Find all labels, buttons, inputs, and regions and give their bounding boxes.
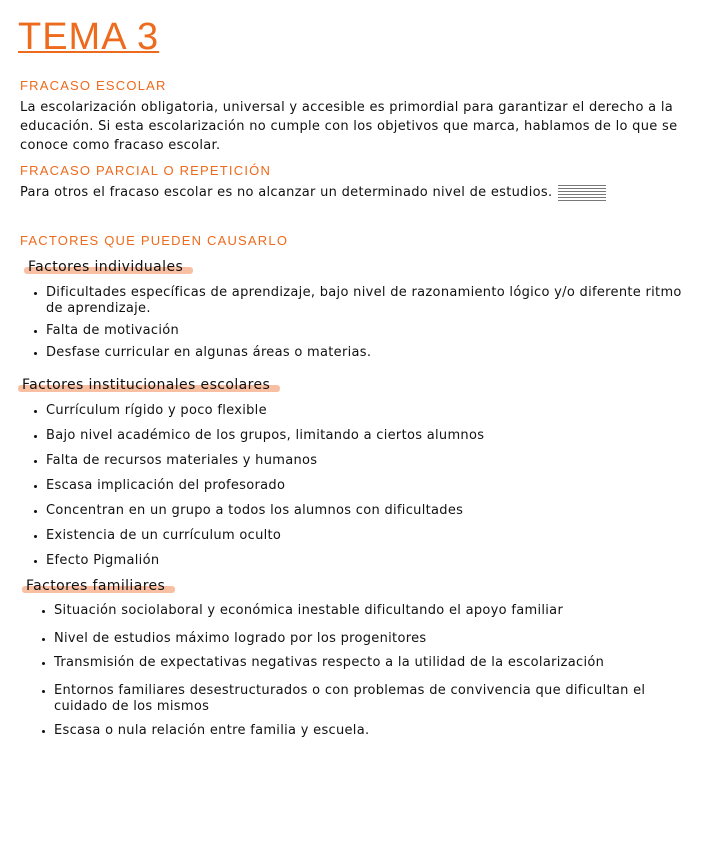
list-item-text: Nivel de estudios máximo logrado por los progenitores	[54, 631, 427, 646]
bullet-icon	[34, 410, 37, 413]
list-individuales	[34, 285, 684, 361]
bullet-icon	[34, 435, 37, 438]
paragraph-fracaso-escolar: La escolarización obligatoria, universal y accesible es primordial para garantizar el derecho a la educación. Si esta escolarización no cumple con los objetivos que marca, hablamos de lo que se conoce como fracaso escolar.	[20, 100, 678, 153]
bullet-icon	[34, 485, 37, 488]
list-item	[42, 683, 687, 715]
bullet-icon	[42, 690, 45, 693]
list-item-text: Currículum rígido y poco flexible	[46, 403, 267, 418]
list-item	[34, 528, 684, 544]
bullet-icon	[34, 535, 37, 538]
bullet-icon	[34, 460, 37, 463]
bullet-icon	[42, 610, 45, 613]
bullet-icon	[34, 292, 37, 295]
list-item-text: Entornos familiares desestructurados o con problemas de convivencia que dificultan el cuidado de los mismos	[54, 683, 646, 714]
bullet-icon	[42, 730, 45, 733]
list-item	[34, 453, 684, 469]
list-item-text: Transmisión de expectativas negativas respecto a la utilidad de la escolarización	[54, 655, 605, 670]
list-item-text: Situación sociolaboral y económica inestable dificultando el apoyo familiar	[54, 603, 564, 618]
bullet-icon	[42, 638, 45, 641]
bullet-icon	[34, 352, 37, 355]
list-item-text: Escasa implicación del profesorado	[46, 478, 286, 493]
list-familiares	[42, 603, 687, 739]
bullet-icon	[34, 510, 37, 513]
page-title: TEMA 3	[18, 16, 160, 58]
list-item-text: Falta de recursos materiales y humanos	[46, 453, 318, 468]
list-item-text: Falta de motivación	[46, 323, 180, 338]
list-item-text: Desfase curricular en algunas áreas o materias.	[46, 345, 372, 360]
list-item-text: Existencia de un currículum oculto	[46, 528, 282, 543]
list-item	[34, 285, 684, 317]
list-item	[42, 631, 687, 647]
bullet-icon	[42, 662, 45, 665]
subheading-institucionales	[18, 377, 274, 393]
list-item	[34, 553, 684, 569]
list-item	[34, 403, 684, 419]
subheading-familiares	[22, 578, 169, 594]
list-item-text: Escasa o nula relación entre familia y escuela.	[54, 723, 370, 738]
paragraph-fracaso-parcial	[20, 183, 695, 202]
list-item	[42, 603, 687, 619]
subheading-individuales	[24, 259, 187, 275]
heading-factores: FACTORES QUE PUEDEN CAUSARLO	[20, 233, 289, 248]
bullet-icon	[34, 560, 37, 563]
list-item	[42, 655, 687, 671]
list-item	[34, 503, 684, 519]
scribble-mark	[558, 185, 606, 201]
list-item	[34, 345, 684, 361]
list-item	[42, 723, 687, 739]
list-item-text: Bajo nivel académico de los grupos, limitando a ciertos alumnos	[46, 428, 485, 443]
heading-fracaso-escolar: FRACASO ESCOLAR	[20, 78, 167, 93]
subheading-familiares-label: Factores familiares	[26, 578, 166, 594]
list-institucionales	[34, 403, 684, 569]
subheading-institucionales-label: Factores institucionales escolares	[22, 377, 271, 393]
bullet-icon	[34, 330, 37, 333]
list-item-text: Concentran en un grupo a todos los alumnos con dificultades	[46, 503, 464, 518]
list-item-text: Dificultades específicas de aprendizaje, bajo nivel de razonamiento lógico y/o diferente ritmo de aprendizaje.	[46, 285, 682, 316]
list-item	[34, 428, 684, 444]
list-item-text: Efecto Pigmalión	[46, 553, 160, 568]
list-item	[34, 323, 684, 339]
list-item	[34, 478, 684, 494]
heading-fracaso-parcial: FRACASO PARCIAL O REPETICIÓN	[20, 163, 272, 178]
subheading-individuales-label: Factores individuales	[28, 259, 184, 275]
paragraph-fracaso-parcial-text: Para otros el fracaso escolar es no alcanzar un determinado nivel de estudios.	[20, 185, 553, 200]
